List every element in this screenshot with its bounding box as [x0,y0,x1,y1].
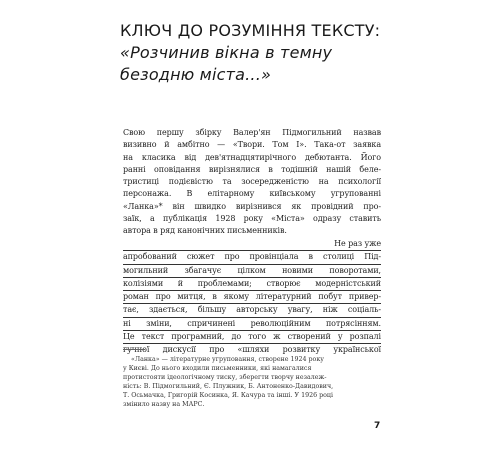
section-heading [120,20,420,86]
text-line: ранні оповідання вирізнялися в тодішній нашій беле- [123,164,381,174]
footnote-line: протистояти ідеологічному тиску, зберегти творчу незалеж- [123,374,327,381]
text-line: автора в ряд канонічних письменників. [123,226,287,236]
paragraph-1 [123,127,381,238]
text-line: апробований сюжет про провінціала в столиці Під- [123,251,381,264]
footnote-divider [123,349,145,350]
text-line: колізіями й проблемами; створює модерністський [123,278,381,291]
text-line: на класика від дев'ятнадцятирічного дебютанта. Його [123,152,381,162]
text-line: ні зміни, спричинені революційним потрясінням. [123,318,381,331]
text-line: «Ланка»* він швидко вирізнився як провідний про- [123,201,381,211]
text-line: тає, здається, більшу авторську увагу, ніж соціаль- [123,304,381,317]
heading-quote-line-2: безодню міста...» [120,65,272,84]
footnote-line: змінило назву на МАРС. [123,401,205,408]
heading-line-1: КЛЮЧ ДО РОЗУМІННЯ ТЕКСТУ: [120,21,381,40]
text-line: визивно й амбітно — «Твори. Том І». Така-от заявка [123,140,381,150]
page-number: 7 [374,421,381,431]
text-line: персонажа. В елітарному київському угрупованні [123,189,381,199]
text-line: могильний збагачує цілком новими поворотами, [123,265,381,278]
text-line: Свою першу збірку Валер'ян Підмогильний назвав [123,128,381,137]
footnote-line: у Києві. До нього входили письменники, які намагалися [123,365,312,372]
text-line: гучної дискусії про «шляхи розвитку української [123,345,381,355]
footnote-line: «Ланка» — літературне угруповання, створене 1924 року [131,356,324,363]
paragraph-2-underlined [123,238,381,357]
heading-quote-line-1: «Розчинив вікна в темну [120,43,333,62]
text-line: тристиці подієвістю та зосередженістю на психології [123,177,381,187]
footnote [123,355,381,409]
text-line: роман про митця, в якому літературний побут привер- [123,291,381,304]
footnote-line: Т. Осьмачка, Григорій Косинка, Я. Качура та інші. У 1926 році [123,392,333,399]
text-line: Не раз уже [123,238,381,251]
text-line: Це текст програмний, до того ж створений у розпалі [123,331,381,344]
footnote-line: ність: В. Підмогильний, Є. Плужник, Б. Антоненко-Давидович, [123,383,334,390]
text-line: заїк, а публікація 1928 року «Міста» одразу ставить [123,214,381,224]
